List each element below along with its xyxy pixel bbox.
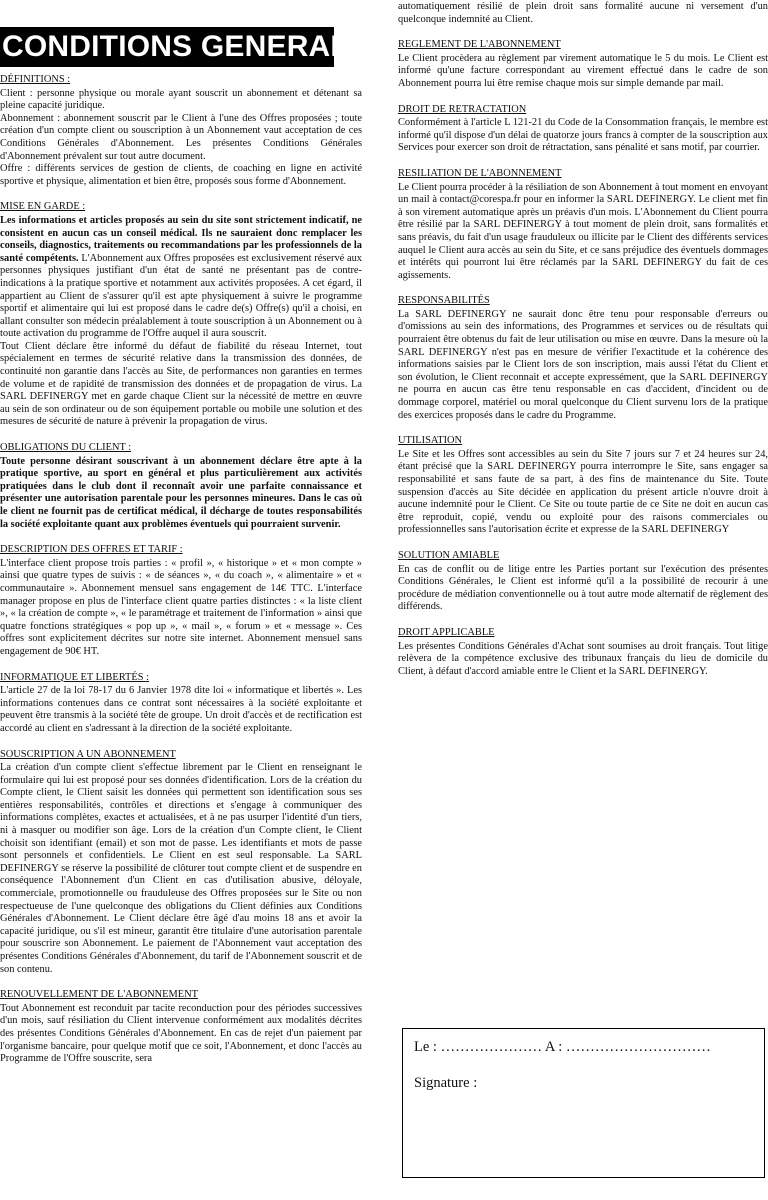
heading-amiable: SOLUTION AMIABLE (398, 549, 500, 561)
heading-definitions: DÉFINITIONS : (0, 74, 71, 85)
section-informatique (0, 672, 362, 736)
utilisation-para: Le Site et les Offres sont accessibles au sein du Site 7 jours sur 7 et 24 heures sur 24, étant précisé que la SARL DEFINERGY pourra interrompre le Site, sans engager sa responsabilité et sans faute de sa part, à des fins de maintenance du Site. Toute suspension d'accès au Site décidée en application du présent article n'ouvre droit à aucune indemnité pour le Client. Ce Site ou toute partie de ce Site ne doit en aucun cas être reproduit, copié, vendu ou exploité pour des raisons commerciales ou professionnelles sans l'autorisation écrite et expresse de la SARL DEFINERGY (398, 448, 768, 536)
section-obligations (0, 442, 362, 531)
heading-renouvellement: RENOUVELLEMENT DE L'ABONNEMENT (0, 989, 198, 1001)
section-responsabilites (398, 295, 768, 422)
mise-en-garde-para-1 (0, 215, 362, 341)
signature-box (402, 1028, 765, 1178)
section-reglement (398, 39, 768, 90)
heading-utilisation: UTILISATION (398, 435, 463, 447)
section-droit-applicable (398, 627, 768, 678)
section-retractation (398, 104, 768, 155)
mise-en-garde-bold: Les informations et articles proposés au sein du site sont strictement indicatif, ne consistent en aucun cas un conseil médical. Ils ne sauraient donc remplacer les conseils, diagnostics, traitements ou recommandations par les professionnels de la santé compétents. (0, 214, 362, 264)
droit-applicable-para: Les présentes Conditions Générales d'Achat sont soumises au droit français. Tout litige relèvera de la compétence exclusive des tribunaux français du lieu de domicile du Client, à défaut d'accord amiable entre le Client et la SARL DEFINERGY. (398, 640, 768, 677)
definition-abonnement: Abonnement : abonnement souscrit par le Client à l'une des Offres proposées ; toute création d'un compte client ou souscription à un Abonnement vaut acceptation de ces Conditions Générales d'Abonnement. Les présentes Conditions Générales d'Abonnement prévalent sur tout autre document. (0, 112, 362, 162)
section-description (0, 544, 362, 658)
heading-obligations: OBLIGATIONS DU CLIENT : (0, 442, 132, 454)
heading-reglement: REGLEMENT DE L'ABONNEMENT (398, 39, 561, 51)
heading-souscription: SOUSCRIPTION A UN ABONNEMENT (0, 748, 176, 760)
mise-en-garde-para-2: Tout Client déclare être informé du défaut de fiabilité du réseau Internet, tout spécialement en termes de sécurité relative dans la transmission des données, de continuité non garantie dans l'accès au Site, de performances non garanties en termes de volume et de rapidité de transmission des données et de propagation de virus. La SARL DEFINERGY met en garde chaque Client sur la nécessité de mettre en œuvre au sein de son ordinateur ou de son équipement portable ou mobile une solution et des mesures de sécurité de nature à prévenir la propagation de virus. (0, 340, 362, 428)
right-column (398, 1, 768, 691)
section-continuation (398, 1, 768, 26)
description-para: L'interface client propose trois parties : « profil », « historique » et « mon compte » ainsi que quatre types de suivis : « de séances », « du coach », « alimentaire » et « communautaire ». Abonnement mensuel sans engagement de 14€ TTC. L'interface manager propose en plus de l'interface client quatre parties distinctes : « la liste client », « la création de compte », « le paramétrage et traitement de l'information » ainsi que quatre fonctions stratégiques « pop up », « mail », « forum » et « message ». Ces offres sont explicitement décrites sur notre site internet. Abonnement mensuel sans engagement de 90€ HT. (0, 557, 362, 657)
section-amiable (398, 550, 768, 614)
resiliation-para: Le Client pourra procéder à la résiliation de son Abonnement à tout moment en envoyant un mail à contact@corespa.fr pour en informer la SARL DEFINERGY. Le client met fin à son virement automatique après un préavis d'un mois. L'Abonnement du Client pourra être résilié par la SARL DEFINERGY à tout moment de plein droit, sans formalités et sans préavis, du fait d'un usage frauduleux ou illicite par le Client des différents services auquel le Client aura accès au sein du Site, et ce sans préjudice des éventuels dommages et intérêts qui pourront lui être réclamés par la SARL DEFINERGY du fait de ces agissements. (398, 181, 768, 281)
amiable-para: En cas de conflit ou de litige entre les Parties portant sur l'exécution des présentes Conditions Générales, le Client est informé qu'il a la possibilité de recourir à une procédure de médiation conventionnelle ou à tout autre mode alternatif de règlement des différends. (398, 563, 768, 613)
section-definitions (0, 74, 362, 188)
heading-informatique: INFORMATIQUE ET LIBERTÉS : (0, 671, 149, 683)
reglement-para: Le Client procèdera au règlement par virement automatique le 5 du mois. Le Client est informé qu'une facture correspondant au virement effectué dans le cadre de son Abonnement pourra lui être remise chaque mois sur simple demande par mail. (398, 52, 768, 89)
heading-resiliation: RESILIATION DE L'ABONNEMENT (398, 167, 562, 179)
obligations-para: Toute personne désirant souscrivant à un abonnement déclare être apte à la pratique sportive, au sport en général et plus particulièrement aux activités pratiquées dans le club dont il reconnaît avoir une parfaite connaissance et présenter une autorisation parentale pour les personnes mineures. Dans le cas où le client ne fournit pas de certificat médical, il décharge de toutes responsabilités la société exploitante quant aux problèmes éventuels qui pourraient survenir. (0, 455, 362, 530)
renouvellement-para: Tout Abonnement est reconduit par tacite reconduction pour des périodes successives d'un mois, sauf résiliation du Client intervenue conformément aux modalités décrites des présentes Conditions Générales d'Abonnement. En cas de rejet d'un paiement par l'organisme bancaire, pour quelque motif que ce soit, l'Abonnement, et donc l'accès au Programme de l'Offre souscrite, sera (0, 1002, 362, 1065)
mise-en-garde-rest: L'Abonnement aux Offres proposées est exclusivement réservé aux personnes physiques justifiant d'un état de santé ne présentant pas de contre-indications à la pratique sportive et notamment aux activités proposées. A cet égard, il appartient au Client de s'assurer qu'il est apte physiquement à suivre le programme sportif et alimentaire qui lui est proposé dans le cadre de(s) Offre(s) qu'il a choisi, en allant consulter son médecin préalablement à toute souscription à un Abonnement ou à toute activation du programme de l'Offre auquel il aura souscrit. (0, 252, 362, 340)
section-souscription (0, 749, 362, 977)
section-mise-en-garde (0, 201, 362, 429)
retractation-para: Conformément à l'article L 121-21 du Code de la Consommation français, le membre est informé qu'il dispose d'un délai de quatorze jours francs à compter de la souscription aux Services pour exercer son droit de rétractation, sans pénalité et sans motif, par courrier. (398, 117, 768, 154)
heading-mise-en-garde: MISE EN GARDE : (0, 201, 86, 213)
heading-responsabilites: RESPONSABILITÉS (398, 295, 490, 307)
date-place-line: Le : ………………… A : ………………………… (414, 1039, 711, 1055)
heading-retractation: DROIT DE RETRACTATION (398, 103, 527, 115)
page-title: CONDITIONS GENERALES (0, 27, 334, 67)
section-resiliation (398, 168, 768, 282)
definition-offre: Offre : différents services de gestion de clients, de coaching en ligne en activité sportive et physique, alimentation et bien être, proposés sous forme d'Abonnement. (0, 163, 362, 187)
responsabilites-para: La SARL DEFINERGY ne saurait donc être tenu pour responsable d'erreurs ou d'omissions au sein des informations, des Programmes et services ou de résultats qui pourraient être obtenus du fait de leur utilisation ou mise en œuvre. Dans la mesure où la SARL DEFINERGY n'est pas en mesure de vérifier l'exactitude et la cohérence des informations saisies par le Client lors de son inscription, mais aussi l'état du Client et son évolution, le Client reconnait et accepte expressément, que la SARL DEFINERGY ne pourra en aucun cas être tenu responsable en cas d'accident, d'incident ou de dommage corporel, matériel ou moral quelconque du Client survenu lors de la pratique des exercices proposés dans le cadre du Programme. (398, 308, 768, 421)
section-utilisation (398, 435, 768, 537)
section-renouvellement (0, 989, 362, 1066)
heading-droit-applicable: DROIT APPLICABLE (398, 626, 495, 638)
left-column (0, 74, 362, 1079)
heading-description: DESCRIPTION DES OFFRES ET TARIF : (0, 544, 183, 556)
informatique-para: L'article 27 de la loi 78-17 du 6 Janvier 1978 dite loi « informatique et libertés ». Les informations contenues dans ce contrat sont nécessaires à la société exploitante et peuvent être transmis à la société tête de groupe. Un droit d'accès et de rectification est accordé au client en s'adressant à la direction de la société exploitante. (0, 685, 362, 734)
renouvellement-continuation: automatiquement résilié de plein droit sans formalité aucune ni versement d'un quelconque indemnité au Client. (398, 1, 768, 25)
signature-label: Signature : (414, 1075, 478, 1091)
souscription-para: La création d'un compte client s'effectue librement par le Client en renseignant le formulaire qui lui est proposé pour ses données d'identification. Lors de la création du Compte client, le Client saisit les données qui permettent son identification sous ses entières responsabilités, contrôles et directions et s'engage à communiquer des informations complètes, exactes et actualisées, et à ne pas usurper l'identité d'un tiers, ni à masquer ou modifier son âge. Lors de la création d'un Compte client, le Client choisit son identifiant (email) et son mot de passe. Les identifiants et mots de passe sont personnels et confidentiels. Le Client en est seul responsable. La SARL DEFINERGY se réserve la possibilité de clôturer tout compte client et de suspendre en conséquence l'Abonnement d'un Client en cas d'utilisation abusive, déloyale, commerciale, promotionnelle ou frauduleuse des Offres proposées sur le Site ou non respectueuse de l'une quelconque des obligations du Client définies aux Conditions Générales d'Abonnement. Le Client déclare être âgé d'au moins 18 ans et avoir la capacité juridique, ou s'il est mineur, garantit être titulaire d'une autorisation parentale pour souscrire son Abonnement. Le paiement de l'Abonnement vaut acceptation des présentes Conditions Générales d'Abonnement, du tarif de l'Abonnement souscrit et de son contenu. (0, 762, 362, 975)
definition-client: Client : personne physique ou morale ayant souscrit un abonnement et détenant sa pleine capacité juridique. (0, 87, 362, 112)
